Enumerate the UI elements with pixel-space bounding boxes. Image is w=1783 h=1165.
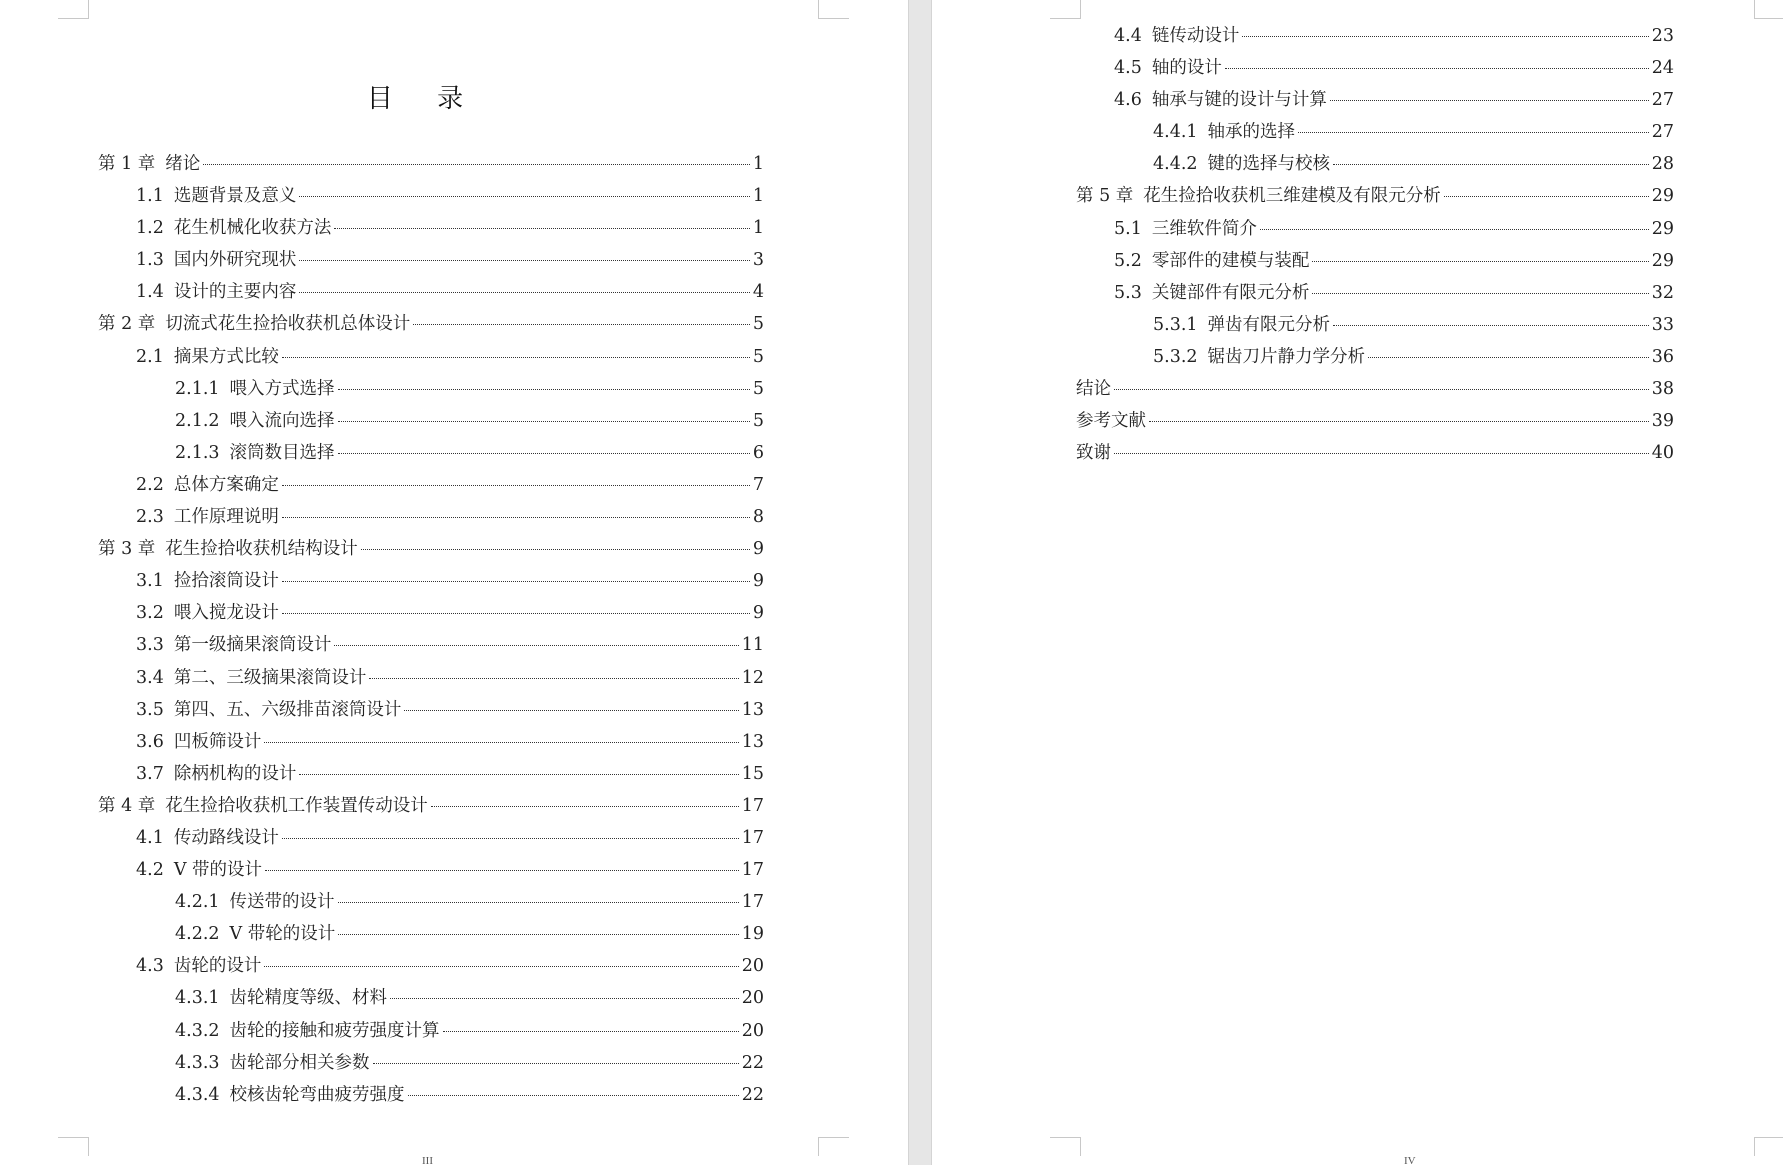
toc-entry-label: 捡拾滚筒设计: [173, 571, 279, 592]
toc-entry[interactable]: [98, 439, 764, 471]
toc-entry-label: 关键部件有限元分析: [1151, 282, 1310, 303]
dot-leader: [1330, 100, 1649, 101]
toc-entry[interactable]: [98, 599, 764, 631]
toc-entry-label: 齿轮的接触和疲劳强度计算: [229, 1020, 440, 1041]
toc-entry-number: 3.5: [136, 699, 164, 720]
crop-mark-top-left: [1050, 0, 1081, 19]
toc-entry[interactable]: [98, 952, 764, 984]
dot-leader: [265, 870, 739, 871]
toc-entry[interactable]: [98, 1017, 764, 1049]
dot-leader: [390, 998, 739, 999]
dot-leader: [373, 1063, 739, 1064]
toc-entry-page: 22: [741, 1052, 764, 1073]
toc-entry[interactable]: [98, 696, 764, 728]
dot-leader: [299, 292, 750, 293]
dot-leader: [1114, 453, 1649, 454]
toc-entry-label: V 带的设计: [173, 860, 263, 881]
toc-entry-label: 传送带的设计: [229, 892, 335, 913]
dot-leader: [299, 196, 750, 197]
toc-entry[interactable]: [98, 856, 764, 888]
toc-entry-label: 传动路线设计: [173, 827, 279, 848]
toc-entry-number: 1.1: [136, 186, 164, 207]
toc-entry-number: 4.1: [136, 827, 164, 848]
dot-leader: [431, 806, 739, 807]
toc-entry-number: 1.4: [136, 282, 164, 303]
toc-entry-number: 3.1: [136, 571, 164, 592]
toc-entry-page: 40: [1651, 443, 1674, 464]
dot-leader: [203, 164, 750, 165]
dot-leader: [1333, 164, 1649, 165]
dot-leader: [338, 421, 750, 422]
toc-entry-label: 齿轮的设计: [173, 956, 262, 977]
toc-list-left: [98, 150, 764, 1113]
toc-entry[interactable]: [1076, 439, 1674, 471]
toc-entry-number: 4.3: [136, 956, 164, 977]
toc-entry-page: 15: [741, 763, 764, 784]
toc-entry-page: 38: [1651, 379, 1674, 400]
dot-leader: [264, 966, 738, 967]
dot-leader: [1298, 132, 1649, 133]
toc-entry-number: 4.3.1: [175, 988, 220, 1009]
toc-entry[interactable]: [98, 920, 764, 952]
toc-entry-label: 选题背景及意义: [173, 186, 297, 207]
toc-entry-number: 2.3: [136, 507, 164, 528]
toc-entry[interactable]: [98, 535, 764, 567]
toc-entry-number: 2.1.3: [175, 442, 220, 463]
dot-leader: [1444, 196, 1649, 197]
dot-leader: [1260, 229, 1649, 230]
toc-entry[interactable]: [98, 278, 764, 310]
toc-entry-page: 17: [741, 795, 764, 816]
dot-leader: [264, 742, 738, 743]
toc-entry-label: 轴承的选择: [1207, 122, 1296, 143]
toc-entry-page: 17: [741, 860, 764, 881]
toc-entry-number: 第 1 章: [98, 154, 156, 174]
crop-mark-top-right: [1754, 0, 1783, 19]
toc-entry-page: 33: [1651, 314, 1674, 335]
toc-entry[interactable]: [1076, 375, 1674, 407]
toc-entry-number: 4.4: [1114, 26, 1142, 46]
dot-leader: [361, 549, 750, 550]
toc-entry[interactable]: [1076, 247, 1674, 279]
toc-entry[interactable]: [1076, 86, 1674, 118]
dot-leader: [334, 228, 750, 229]
toc-entry-label: 校核齿轮弯曲疲劳强度: [229, 1084, 405, 1105]
crop-mark-top-right: [818, 0, 849, 19]
toc-entry-label: 弹齿有限元分析: [1207, 314, 1331, 335]
toc-entry[interactable]: [98, 343, 764, 375]
toc-entry-number: 5.3: [1114, 282, 1142, 303]
dot-leader: [282, 517, 750, 518]
toc-entry-label: 齿轮精度等级、材料: [229, 988, 388, 1009]
dot-leader: [413, 324, 750, 325]
toc-entry-number: 3.7: [136, 763, 164, 784]
dot-leader: [338, 453, 750, 454]
toc-entry-number: 4.6: [1114, 90, 1142, 111]
page-number: IV: [1404, 1155, 1416, 1165]
dot-leader: [282, 581, 750, 582]
toc-entry-page: 9: [752, 539, 764, 560]
toc-entry-page: 3: [752, 250, 764, 271]
toc-entry-page: 29: [1651, 186, 1674, 207]
toc-entry-label: 喂入方式选择: [229, 378, 335, 399]
toc-page-right: [932, 0, 1783, 1165]
toc-entry-label: 花生捡拾收获机工作装置传动设计: [165, 795, 428, 816]
toc-entry-number: 5.1: [1114, 218, 1142, 239]
toc-entry-page: 28: [1651, 154, 1674, 175]
toc-entry[interactable]: [98, 503, 764, 535]
toc-entry-page: 1: [752, 186, 764, 207]
toc-entry[interactable]: [1076, 311, 1674, 343]
toc-entry-page: 5: [752, 346, 764, 367]
toc-entry-page: 5: [752, 410, 764, 431]
dot-leader: [408, 1095, 739, 1096]
toc-entry[interactable]: [98, 246, 764, 278]
toc-entry[interactable]: [98, 728, 764, 760]
toc-entry-label: 参考文献: [1076, 411, 1146, 432]
toc-entry[interactable]: [98, 1081, 764, 1113]
toc-entry-label: 除柄机构的设计: [173, 763, 297, 784]
dot-leader: [1312, 293, 1648, 294]
toc-entry[interactable]: [1076, 343, 1674, 375]
toc-entry-page: 11: [741, 635, 764, 656]
toc-entry-label: 轴承与键的设计与计算: [1151, 90, 1327, 111]
toc-entry-page: 1: [752, 154, 764, 174]
toc-entry[interactable]: [98, 214, 764, 246]
toc-entry-page: 5: [752, 314, 764, 335]
toc-entry-label: 零部件的建模与装配: [1151, 250, 1310, 271]
toc-entry-page: 9: [752, 603, 764, 624]
toc-entry-label: 致谢: [1076, 443, 1111, 464]
toc-entry-page: 29: [1651, 218, 1674, 239]
toc-entry-label: V 带轮的设计: [229, 924, 336, 945]
toc-entry[interactable]: [1076, 118, 1674, 150]
toc-entry-number: 5.3.1: [1153, 314, 1198, 335]
toc-entry-number: 1.2: [136, 218, 164, 239]
toc-entry-number: 3.4: [136, 667, 164, 688]
toc-entry[interactable]: [98, 760, 764, 792]
crop-mark-top-left: [58, 0, 89, 19]
dot-leader: [282, 838, 739, 839]
toc-entry-page: 32: [1651, 282, 1674, 303]
toc-entry-label: 设计的主要内容: [173, 282, 297, 303]
dot-leader: [1312, 261, 1648, 262]
toc-entry-page: 13: [741, 699, 764, 720]
page-gap: [908, 0, 932, 1165]
toc-entry-label: 键的选择与校核: [1207, 154, 1331, 175]
toc-entry-page: 20: [741, 1020, 764, 1041]
toc-entry-number: 4.2: [136, 860, 164, 881]
toc-entry-number: 第 2 章: [98, 314, 156, 335]
toc-entry-label: 工作原理说明: [173, 507, 279, 528]
toc-entry[interactable]: [98, 407, 764, 439]
toc-entry-number: 4.4.1: [1153, 122, 1198, 143]
toc-entry-page: 24: [1651, 58, 1674, 79]
toc-entry-page: 8: [752, 507, 764, 528]
toc-entry-number: 1.3: [136, 250, 164, 271]
toc-entry-page: 5: [752, 378, 764, 399]
toc-entry[interactable]: [98, 792, 764, 824]
toc-entry-number: 第 3 章: [98, 539, 156, 560]
toc-entry[interactable]: [1076, 150, 1674, 182]
toc-entry-number: 5.3.2: [1153, 346, 1198, 367]
dot-leader: [282, 357, 750, 358]
toc-entry-page: 17: [741, 892, 764, 913]
toc-entry-label: 花生捡拾收获机结构设计: [165, 539, 358, 560]
dot-leader: [1225, 68, 1649, 69]
toc-entry-page: 7: [752, 474, 764, 495]
toc-entry-label: 花生捡拾收获机三维建模及有限元分析: [1143, 186, 1441, 207]
toc-list-right: [1076, 22, 1674, 471]
toc-entry-label: 结论: [1076, 379, 1111, 400]
toc-entry-page: 9: [752, 571, 764, 592]
toc-entry[interactable]: [98, 182, 764, 214]
toc-entry[interactable]: [98, 888, 764, 920]
toc-entry-page: 39: [1651, 411, 1674, 432]
toc-entry-page: 13: [741, 731, 764, 752]
toc-entry-number: 5.2: [1114, 250, 1142, 271]
dot-leader: [1114, 389, 1649, 390]
dot-leader: [443, 1031, 739, 1032]
toc-entry[interactable]: [98, 824, 764, 856]
dot-leader: [338, 934, 738, 935]
dot-leader: [1368, 357, 1649, 358]
toc-entry-number: 3.2: [136, 603, 164, 624]
toc-entry-label: 摘果方式比较: [173, 346, 279, 367]
crop-mark-bottom-right: [1754, 1137, 1783, 1156]
toc-entry-label: 花生机械化收获方法: [173, 218, 332, 239]
toc-entry-label: 凹板筛设计: [173, 731, 262, 752]
toc-entry-label: 国内外研究现状: [173, 250, 297, 271]
toc-entry-page: 19: [741, 924, 764, 945]
toc-entry-page: 12: [741, 667, 764, 688]
toc-entry-label: 喂入搅龙设计: [173, 603, 279, 624]
toc-entry-number: 2.1: [136, 346, 164, 367]
dot-leader: [1242, 36, 1648, 37]
toc-entry-label: 第四、五、六级排苗滚筒设计: [173, 699, 402, 720]
toc-entry-label: 第一级摘果滚筒设计: [173, 635, 332, 656]
toc-entry[interactable]: [1076, 215, 1674, 247]
toc-entry-label: 锯齿刀片静力学分析: [1207, 346, 1366, 367]
toc-entry-page: 17: [741, 827, 764, 848]
toc-entry-page: 36: [1651, 346, 1674, 367]
toc-entry[interactable]: [98, 1049, 764, 1081]
toc-entry-number: 2.1.1: [175, 378, 220, 399]
toc-entry-label: 切流式花生捡拾收获机总体设计: [165, 314, 411, 335]
toc-entry[interactable]: [98, 471, 764, 503]
toc-entry-number: 4.3.3: [175, 1052, 220, 1073]
toc-entry-label: 绪论: [165, 154, 201, 174]
toc-entry[interactable]: [1076, 22, 1674, 54]
toc-title: 目 录: [366, 84, 482, 114]
crop-mark-bottom-right: [818, 1137, 849, 1156]
crop-mark-bottom-left: [58, 1137, 89, 1156]
toc-entry[interactable]: [98, 150, 764, 182]
toc-entry-page: 4: [752, 282, 764, 303]
dot-leader: [404, 710, 738, 711]
dot-leader: [299, 260, 750, 261]
toc-entry[interactable]: [98, 310, 764, 342]
toc-entry[interactable]: [1076, 279, 1674, 311]
dot-leader: [1149, 421, 1649, 422]
toc-entry[interactable]: [1076, 407, 1674, 439]
toc-entry-number: 第 5 章: [1076, 186, 1134, 207]
toc-entry-page: 23: [1651, 26, 1674, 46]
toc-entry[interactable]: [98, 984, 764, 1016]
toc-entry-page: 27: [1651, 90, 1674, 111]
dot-leader: [338, 902, 739, 903]
toc-entry[interactable]: [1076, 54, 1674, 86]
toc-entry[interactable]: [1076, 182, 1674, 214]
dot-leader: [282, 613, 750, 614]
dot-leader: [338, 389, 750, 390]
dot-leader: [1333, 325, 1649, 326]
toc-entry[interactable]: [98, 631, 764, 663]
toc-entry-label: 喂入流向选择: [229, 410, 335, 431]
toc-entry-page: 20: [741, 988, 764, 1009]
toc-entry-number: 4.4.2: [1153, 154, 1198, 175]
toc-entry[interactable]: [98, 567, 764, 599]
dot-leader: [282, 485, 750, 486]
dot-leader: [334, 645, 738, 646]
toc-entry[interactable]: [98, 375, 764, 407]
toc-entry-page: 1: [752, 218, 764, 239]
toc-entry-number: 4.5: [1114, 58, 1142, 79]
crop-mark-bottom-left: [1050, 1137, 1081, 1156]
toc-entry-label: 第二、三级摘果滚筒设计: [173, 667, 367, 688]
dot-leader: [299, 774, 738, 775]
toc-entry-page: 20: [741, 956, 764, 977]
toc-entry-label: 链传动设计: [1151, 26, 1240, 46]
toc-entry-label: 轴的设计: [1151, 58, 1222, 79]
page-number: III: [422, 1155, 433, 1165]
toc-entry[interactable]: [98, 664, 764, 696]
toc-entry-label: 三维软件简介: [1151, 218, 1257, 239]
toc-entry-number: 3.6: [136, 731, 164, 752]
toc-entry-number: 第 4 章: [98, 795, 156, 816]
toc-entry-number: 4.2.2: [175, 924, 220, 945]
toc-entry-number: 4.3.4: [175, 1084, 220, 1105]
toc-entry-number: 2.1.2: [175, 410, 220, 431]
toc-entry-page: 27: [1651, 122, 1674, 143]
toc-entry-number: 4.2.1: [175, 892, 220, 913]
toc-entry-page: 29: [1651, 250, 1674, 271]
toc-entry-label: 总体方案确定: [173, 474, 279, 495]
toc-entry-page: 22: [741, 1084, 764, 1105]
toc-entry-number: 4.3.2: [175, 1020, 220, 1041]
toc-entry-label: 齿轮部分相关参数: [229, 1052, 370, 1073]
toc-entry-number: 3.3: [136, 635, 164, 656]
toc-entry-page: 6: [752, 442, 764, 463]
toc-entry-number: 2.2: [136, 474, 164, 495]
dot-leader: [369, 678, 738, 679]
toc-entry-label: 滚筒数目选择: [229, 442, 335, 463]
